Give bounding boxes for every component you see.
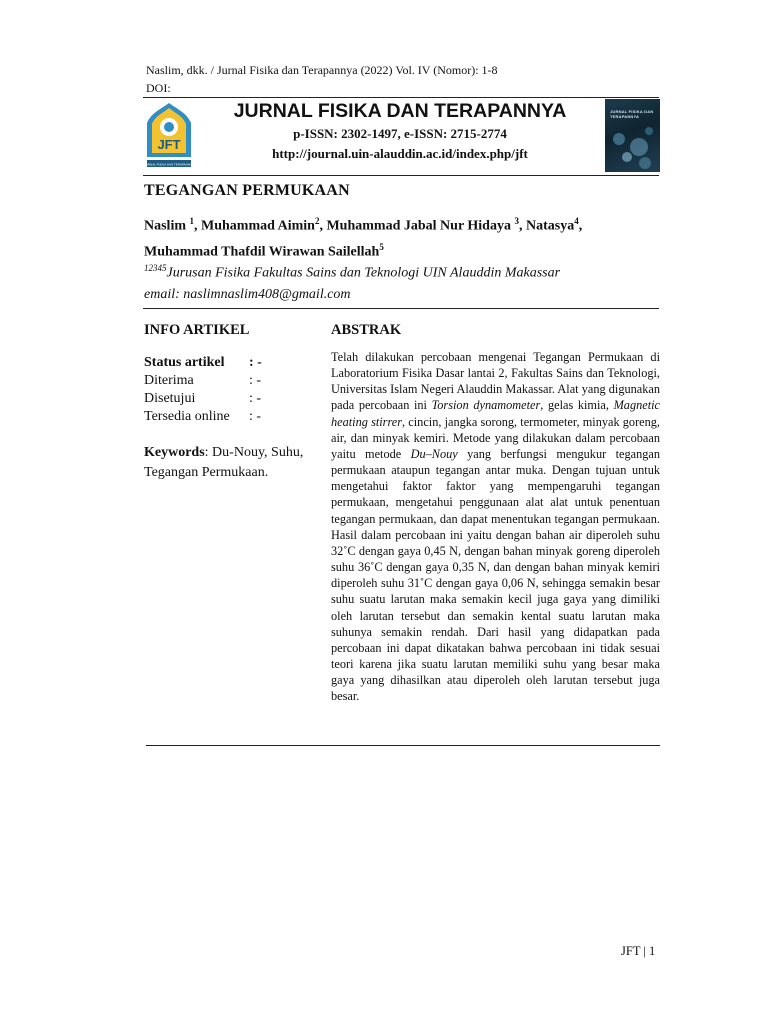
page-number: JFT | 1 <box>621 944 656 958</box>
logo-caption: JURNAL FISIKA DAN TERAPANNYA <box>144 162 194 167</box>
abstract-body <box>331 349 660 704</box>
author-sup: 4 <box>574 216 579 226</box>
status-value: : - <box>249 355 262 370</box>
author-name: Muhammad Thafdil Wirawan Sailellah <box>144 244 380 260</box>
author-email[interactable]: email: naslimnaslim408@gmail.com <box>144 287 351 302</box>
author-sup: 1 <box>189 216 194 226</box>
author-name: , Muhammad Jabal Nur Hidaya <box>319 218 515 234</box>
keywords <box>144 443 324 483</box>
abstract-italic: Du–Nouy <box>410 446 458 461</box>
status-value: : - <box>249 373 262 388</box>
doi-label: DOI: <box>146 81 171 95</box>
author-sup: 2 <box>314 216 320 226</box>
journal-cover-image <box>605 99 660 172</box>
abstract-text: yang berfungsi mengukur tegangan permukaan ataupun tegangan antar muka. Dengan tujuan untuk mengetahui faktor faktor yang mempengaruhi tegangan permukaan, mengetahui penggunaan alat alat untuk penentuan tegangan permukaan, dan dapat menentukan tegangan permukaan. Hasil dalam percobaan ini yaitu dengan bahan air diperoleh suhu 32˚C dengan gaya 0,45 N, dengan bahan minyak goreng diperoleh suhu 36˚C dengan gaya 0,35 N, dan dengan bahan minyak kemiri diperoleh suhu 31˚C dengan gaya 0,06 N, sehingga semakin besar suhu suatu larutan maka semakin kecil juga gaya yang dimiliki oleh larutan tersebut dan semakin kental suatu larutan maka suhunya semakin rendah. Dari hasil yang didapatkan pada percobaan ini dapat dikatakan bahwa percobaan ini tidak sesuai teori karena jika suatu larutan memiliki suhu yang besar maka gaya yang dihasilkan atau diperoleh oleh larutan tersebut juga besar. <box>331 446 660 704</box>
info-heading: INFO ARTIKEL <box>144 322 250 338</box>
status-label: Diterima <box>144 373 194 388</box>
status-row <box>144 409 262 427</box>
logo-text: JFT <box>157 137 181 152</box>
author-sup: 3 <box>514 216 519 226</box>
abstract-text: , gelas kimia, <box>540 398 614 413</box>
abstract-text: Telah dilakukan percobaan mengenai Tegangan Permukaan di Laboratorium Fisika Dasar lantai 2, Fakultas Sains dan Teknologi, Universitas Islam Negeri Alauddin Makassar. Alat yang digunakan pada percobaan ini <box>331 350 660 413</box>
status-row <box>144 391 262 409</box>
status-row <box>144 355 262 373</box>
author-line-1 <box>144 211 664 237</box>
article-status-table <box>144 355 262 427</box>
issn-line: p-ISSN: 2302-1497, e-ISSN: 2715-2774 <box>293 126 507 141</box>
affiliation <box>144 263 560 282</box>
keywords-label: Keywords <box>144 445 205 460</box>
journal-logo <box>143 99 195 172</box>
abstract-text: , cincin, jangka sorong, termometer, minyak goreng, air, dan minyak kemiri. Metode yang dilakukan dalam percobaan yaitu metode <box>331 414 661 461</box>
author-sup: 5 <box>379 241 384 252</box>
keywords-text: : Du-Nouy, Suhu, Tegangan Permukaan. <box>144 445 304 480</box>
cover-title: JURNAL FISIKA DAN TERAPANNYA <box>610 109 654 119</box>
status-value: : - <box>249 409 262 424</box>
status-value: : - <box>249 391 262 406</box>
affiliation-sup: 12345 <box>144 263 167 273</box>
journal-title: JURNAL FISIKA DAN TERAPANNYA <box>233 100 567 122</box>
status-row <box>144 373 262 391</box>
article-title: TEGANGAN PERMUKAAN <box>144 182 350 199</box>
author-list <box>144 211 664 262</box>
abstract-italic: Torsion dynamometer <box>431 398 541 413</box>
divider <box>146 745 660 746</box>
status-label: Status artikel <box>144 355 225 370</box>
affiliation-text: Jurusan Fisika Fakultas Sains dan Teknologi UIN Alauddin Makassar <box>166 265 561 281</box>
author-name: , Muhammad Aimin <box>194 218 315 234</box>
abstract-heading: ABSTRAK <box>331 322 402 338</box>
author-line-2 <box>144 237 664 263</box>
abstract-italic: Magnetic heating stirrer <box>331 398 661 429</box>
author-separator: , <box>578 218 583 234</box>
divider <box>143 308 659 309</box>
status-label: Tersedia online <box>144 409 230 424</box>
status-label: Disetujui <box>144 391 196 406</box>
author-name: , Natasya <box>518 218 575 234</box>
citation-line: Naslim, dkk. / Jurnal Fisika dan Terapannya (2022) Vol. IV (Nomor): 1-8 <box>146 63 498 77</box>
journal-url[interactable]: http://journal.uin-alauddin.ac.id/index.php/jft <box>272 146 528 161</box>
author-name: Naslim <box>144 218 190 234</box>
